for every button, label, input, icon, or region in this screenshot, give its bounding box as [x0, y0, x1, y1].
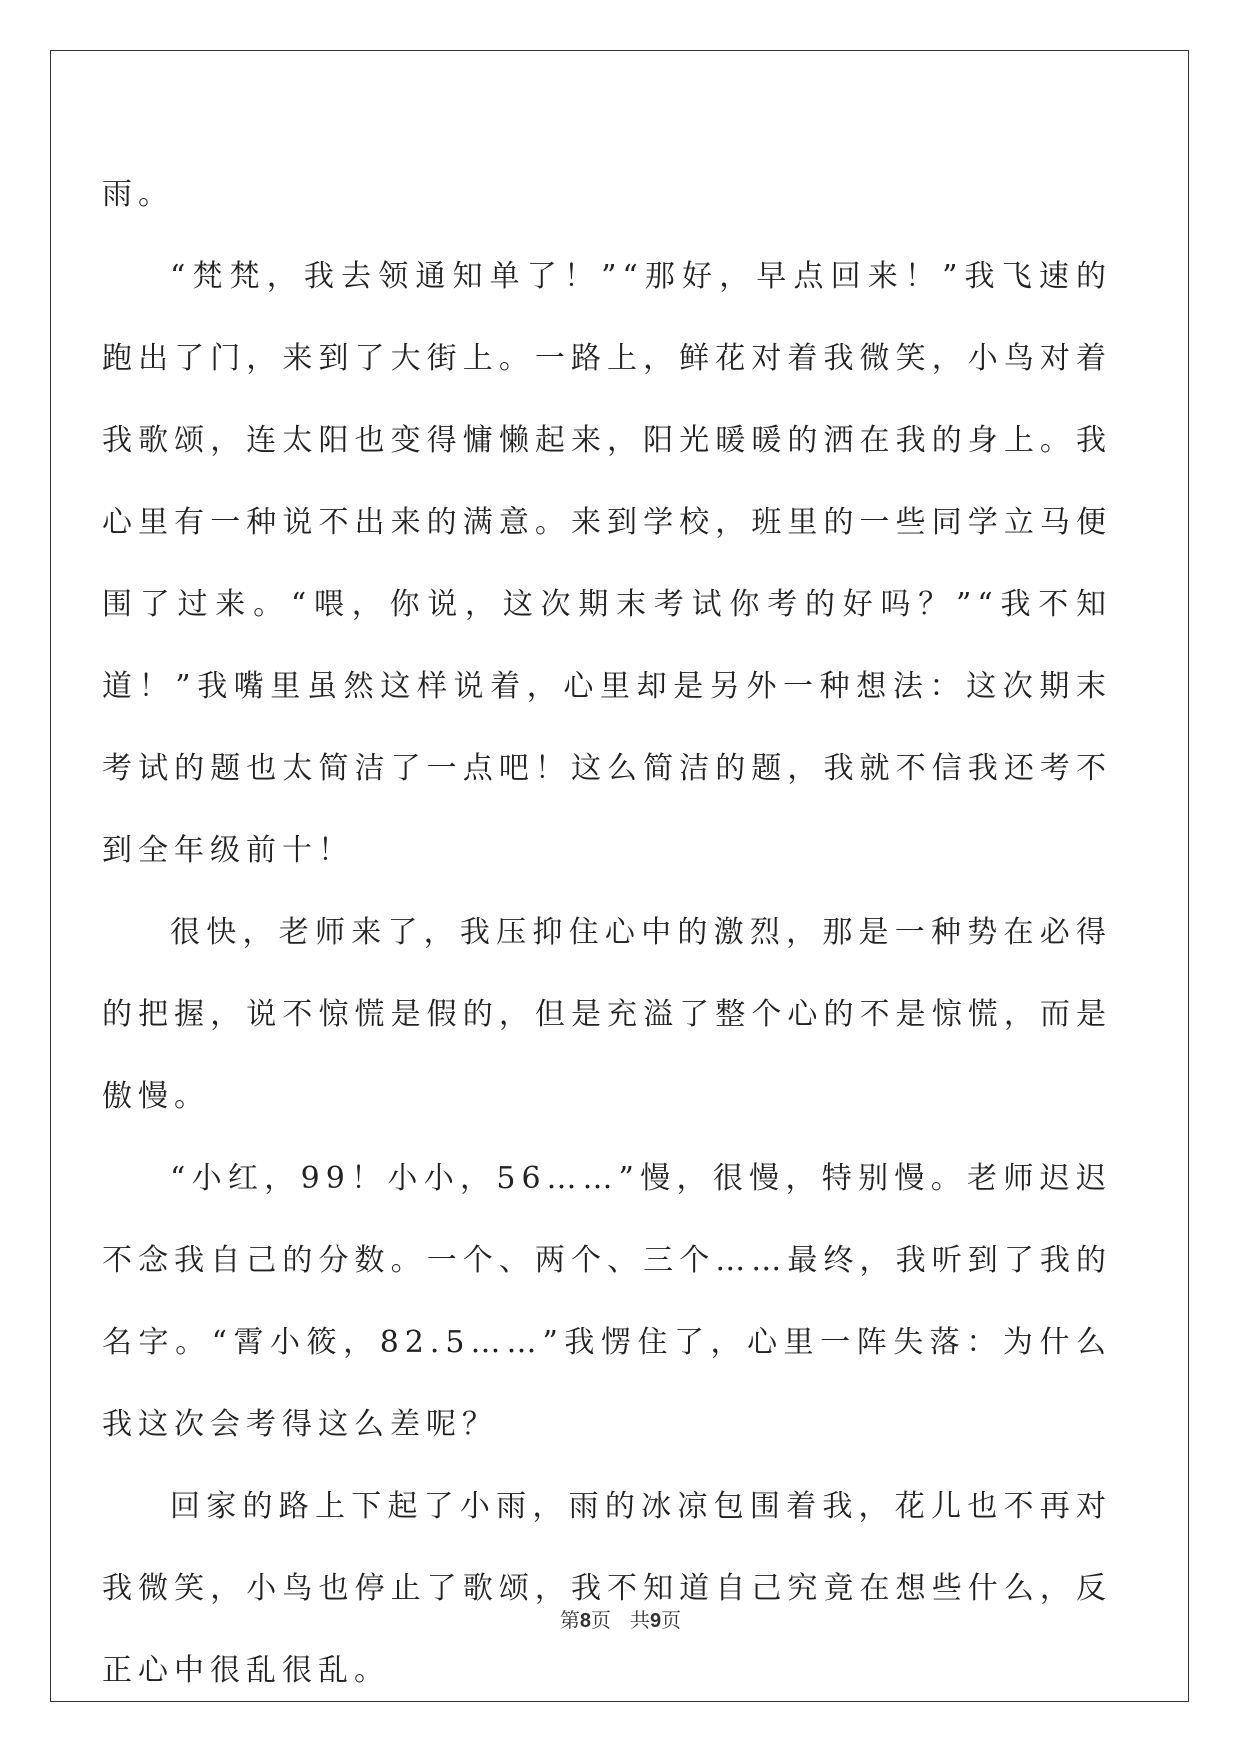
- total-pages-number: 9: [650, 1610, 662, 1632]
- document-body: [102, 154, 1112, 1712]
- paragraph-5: 回家的路上下起了小雨，雨的冰凉包围着我，花儿也不再对我微笑，小鸟也停止了歌颂，我不知道自己究竟在想些什么，反正心中很乱很乱。: [102, 1489, 1112, 1688]
- paragraph-2: “梵梵，我去领通知单了！”“那好，早点回来！”我飞速的跑出了门，来到了大街上。一路上，鲜花对着我微笑，小鸟对着我歌颂，连太阳也变得慵懒起来，阳光暖暖的洒在我的身上。我心里有一种说不出来的满意。来到学校，班里的一些同学立马便围了过来。“喂，你说，这次期末考试你考的好吗？”“我不知道！”我嘴里虽然这样说着，心里却是另外一种想法：这次期末考试的题也太简洁了一点吧！这么简洁的题，我就不信我还考不到全年级前十！: [102, 259, 1112, 868]
- paragraph-1: 雨。: [102, 177, 174, 212]
- footer-prefix: 第: [559, 1608, 580, 1632]
- footer-page-word: 页: [590, 1608, 611, 1632]
- footer-total-prefix: 共: [630, 1608, 651, 1632]
- paragraph-3: 很快，老师来了，我压抑住心中的激烈，那是一种势在必得的把握，说不惊慌是假的，但是充溢了整个心的不是惊慌，而是傲慢。: [102, 915, 1112, 1114]
- footer-total-suffix: 页: [661, 1608, 682, 1632]
- current-page-number: 8: [579, 1610, 591, 1632]
- page-footer: [0, 1604, 1241, 1633]
- paragraph-4: “小红，99！小小，56……”慢，很慢，特别慢。老师迟迟不念我自己的分数。一个、两个、三个……最终，我听到了我的名字。“霄小筱，82.5……”我愣住了，心里一阵失落：为什么我这次会考得这么差呢？: [102, 1161, 1112, 1442]
